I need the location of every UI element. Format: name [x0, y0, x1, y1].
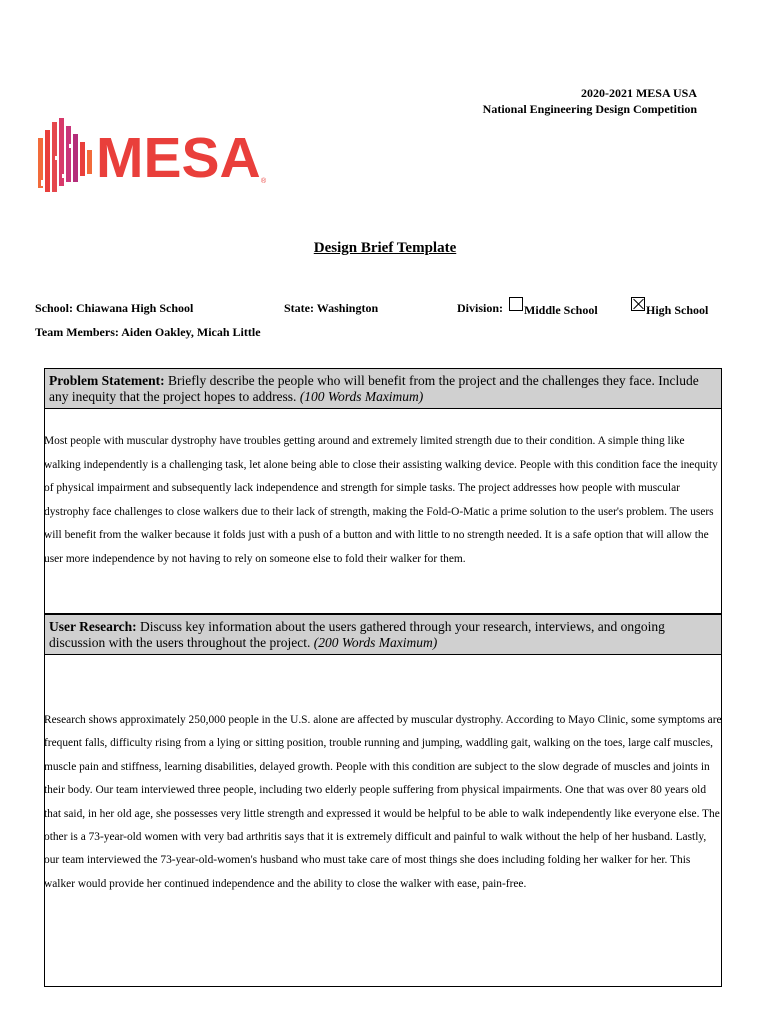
high-school-checkbox[interactable] — [631, 297, 645, 311]
competition-name: National Engineering Design Competition — [482, 102, 697, 116]
user-research-prompt: Discuss key information about the users gathered through your research, interviews, and ongoing discussion with the users throughout the project. — [49, 619, 665, 650]
high-school-option[interactable] — [631, 297, 709, 317]
user-research-heading: User Research: — [49, 619, 137, 634]
user-research-text: Research shows approximately 250,000 people in the U.S. alone are affected by muscular dystrophy. According to Mayo Clinic, some symptoms are frequent falls, difficulty rising from a lying or sitting position, trouble running and jumping, waddling gait, walking on the toes, large calf muscles, muscle pain and stiffness, learning disabilities, delayed growth. People with this condition are subject to the slow degrade of muscles and joints in their body. Our team interviewed three people, including two elderly people suffering from physical impairments. One that was over 80 years old that said, in her old age, she possesses very little strength and expressed it would be helpful to be able to walk independently like everyone else. The other is a 73-year-old women with very bad arthritis says that it is extremely difficult and painful to walk without the help of her husband. Lastly, our team interviewed the 73-year-old-women's husband who must take care of most things she does including folding her walker for her. This walker would provide her continued independence and the ability to close the walker with ease, pain-free. — [44, 714, 722, 890]
middle-school-checkbox[interactable] — [509, 297, 523, 311]
middle-school-option[interactable] — [509, 297, 598, 317]
team-members: Team Members: Aiden Oakley, Micah Little — [35, 325, 261, 339]
school-field: School: Chiawana High School — [35, 301, 194, 315]
problem-statement-prompt: Briefly describe the people who will benefit from the project and the challenges they face. Include any inequity that the project hopes to address. — [49, 373, 699, 404]
user-research-limit: (200 Words Maximum) — [313, 635, 438, 650]
problem-statement-limit: (100 Words Maximum) — [299, 389, 424, 404]
problem-statement-header — [44, 368, 722, 409]
problem-statement-text: Most people with muscular dystrophy have troubles getting around and extremely limited strength due to their condition. A simple thing like walking independently is a challenging task, let alone being able to close their assisting walking device. People with this condition face the inequity of physical impairment and subsequently lack independence and strength for simple tasks. The project addresses how people with muscular dystrophy face challenges to close walkers due to their lack of strength, making the Fold-O-Matic a prime solution to the user's problem. The users will benefit from the walker because it folds just with a push of a button and with little to no strength needed. It is a safe option that will allow the user more independence by not having to rely on someone else to fold their walker for them. — [44, 435, 718, 565]
mesa-logo-mark — [36, 116, 98, 196]
competition-year: 2020-2021 MESA USA — [580, 86, 697, 100]
middle-school-label: Middle School — [524, 303, 598, 317]
problem-statement-heading: Problem Statement: — [49, 373, 165, 388]
mesa-logo-text: MESA — [96, 126, 261, 190]
user-research-header — [44, 614, 722, 655]
division-label: Division: — [457, 301, 504, 315]
document-title: Design Brief Template — [313, 240, 457, 256]
registered-mark: ® — [261, 178, 267, 185]
state-field: State: Washington — [284, 301, 379, 315]
high-school-label: High School — [646, 303, 709, 317]
